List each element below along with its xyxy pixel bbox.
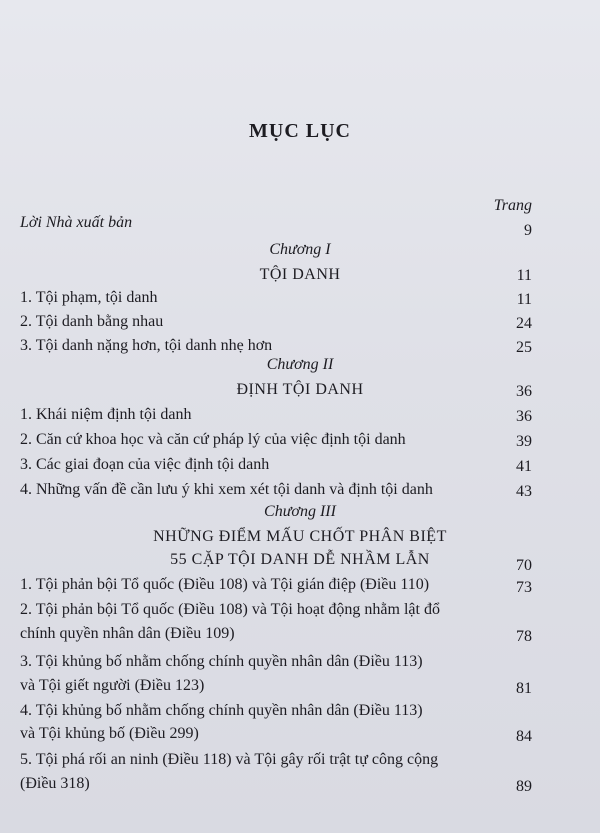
toc-entry-continuation[interactable]: chính quyền nhân dân (Điều 109) (20, 625, 235, 642)
toc-entry-page: 43 (516, 483, 532, 500)
toc-entry-page: 41 (516, 458, 532, 475)
toc-entry-continuation[interactable]: và Tội giết người (Điều 123) (20, 677, 205, 694)
preface-page: 9 (524, 222, 532, 239)
toc-entry-page: 11 (516, 291, 532, 308)
toc-entry-page: 25 (516, 339, 532, 356)
toc-entry[interactable]: 1. Khái niệm định tội danh (20, 406, 192, 423)
toc-entry[interactable]: 2. Tội phản bội Tổ quốc (Điều 108) và Tội hoạt động nhằm lật đổ (20, 601, 440, 618)
toc-entry[interactable]: 4. Những vấn đề cần lưu ý khi xem xét tội danh và định tội danh (20, 481, 433, 498)
toc-entry-page: 81 (516, 680, 532, 697)
toc-entry-page: 73 (516, 579, 532, 596)
toc-entry[interactable]: 2. Tội danh bằng nhau (20, 313, 164, 330)
toc-entry-continuation[interactable]: (Điều 318) (20, 775, 90, 792)
toc-entry[interactable]: 1. Tội phạm, tội danh (20, 289, 158, 306)
chapter-2-page: 36 (516, 383, 532, 400)
toc-entry[interactable]: 5. Tội phá rối an ninh (Điều 118) và Tội gây rối trật tự công cộng (20, 751, 439, 768)
page-title: MỤC LỤC (249, 120, 351, 142)
chapter-3-title-line1[interactable]: NHỮNG ĐIỂM MẤU CHỐT PHÂN BIỆT (153, 528, 447, 545)
chapter-1-label: Chương I (269, 241, 331, 258)
toc-entry-page: 89 (516, 778, 532, 795)
chapter-1-page: 11 (516, 267, 532, 284)
chapter-3-title-line2[interactable]: 55 CẶP TỘI DANH DỄ NHẦM LẪN (170, 551, 430, 568)
toc-entry[interactable]: 2. Căn cứ khoa học và căn cứ pháp lý của việc định tội danh (20, 431, 406, 448)
toc-entry-page: 78 (516, 628, 532, 645)
toc-entry[interactable]: 3. Tội khủng bố nhằm chống chính quyền nhân dân (Điều 113) (20, 653, 423, 670)
chapter-2-label: Chương II (266, 356, 334, 373)
toc-entry-page: 36 (516, 408, 532, 425)
toc-entry[interactable]: 4. Tội khủng bố nhằm chống chính quyền nhân dân (Điều 113) (20, 702, 423, 719)
toc-entry-continuation[interactable]: và Tội khủng bố (Điều 299) (20, 725, 199, 742)
toc-entry[interactable]: 1. Tội phản bội Tổ quốc (Điều 108) và Tội gián điệp (Điều 110) (20, 576, 430, 593)
page-column-label: Trang (493, 197, 532, 214)
chapter-3-page: 70 (516, 557, 532, 574)
chapter-1-title[interactable]: TỘI DANH (259, 266, 341, 283)
toc-entry[interactable]: 3. Tội danh nặng hơn, tội danh nhẹ hơn (20, 337, 273, 354)
toc-entry-page: 39 (516, 433, 532, 450)
toc-entry[interactable]: 3. Các giai đoạn của việc định tội danh (20, 456, 270, 473)
preface-entry[interactable]: Lời Nhà xuất bản (20, 214, 133, 231)
toc-entry-page: 84 (516, 728, 532, 745)
chapter-3-label: Chương III (264, 503, 336, 520)
toc-entry-page: 24 (516, 315, 532, 332)
chapter-2-title[interactable]: ĐỊNH TỘI DANH (236, 381, 364, 398)
